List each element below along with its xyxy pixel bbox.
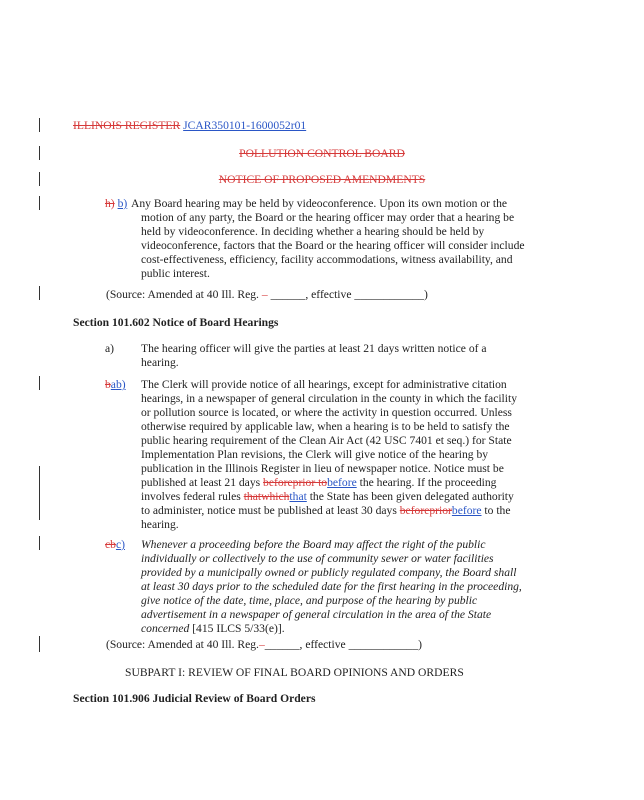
inserted-text: that xyxy=(289,490,307,503)
para-h-line-5: public interest. xyxy=(141,267,210,280)
text-run: published at least 21 days xyxy=(141,476,264,489)
text-run: the State has been given delegated authority xyxy=(306,490,514,503)
change-bar xyxy=(39,286,40,300)
change-bar xyxy=(39,118,40,132)
para-b-line: hearings, in a newspaper of general circulation in the county in which the facility xyxy=(141,392,518,405)
change-bar xyxy=(39,376,40,390)
text-run: to the xyxy=(481,504,511,517)
para-b-line: hearing. xyxy=(141,518,179,531)
source-blank: ____________ xyxy=(348,638,419,651)
source-note xyxy=(106,288,428,302)
source-close: ) xyxy=(423,288,428,301)
para-c-line: provided by a municipally owned or publicly regulated company, the Board shall xyxy=(141,566,517,579)
change-bar xyxy=(39,636,40,652)
letter-struck: cb xyxy=(105,538,116,551)
para-b-line xyxy=(141,504,517,518)
deleted-text: beforeprior to xyxy=(263,476,328,489)
change-bar xyxy=(39,196,40,210)
deleted-text: beforeprior xyxy=(399,504,452,517)
source-prefix: (Source: Amended at 40 Ill. Reg. xyxy=(106,288,259,301)
register-struck: ILLINOIS REGISTER xyxy=(73,119,181,132)
para-b-line: Implementation Plan revisions, the Clerk will give notice of the hearing by xyxy=(141,448,489,461)
text-run: to administer, notice must be published at least 30 days xyxy=(141,504,400,517)
para-h-line-1: motion of any party, the Board or the hearing officer may order that a hearing be xyxy=(141,211,515,224)
para-b-line: otherwise required by applicable law, when a hearing is to be held to satisfy the xyxy=(141,420,510,433)
text-run: involves federal rules xyxy=(141,490,244,503)
para-c-line: give notice of the date, time, place, and purpose of the hearing by public xyxy=(141,594,478,607)
letter-suffix: ) xyxy=(121,538,125,551)
para-c-line: individually or collectively to the use of community sewer or water facilities xyxy=(141,552,494,565)
source-dash: – xyxy=(261,288,268,301)
board-title: POLLUTION CONTROL BOARD xyxy=(239,147,405,160)
inserted-text: before xyxy=(327,476,357,489)
para-b-line: public hearing requirement of the Clean Air Act (42 USC 7401 et seq.) for State xyxy=(141,434,512,447)
source-blank: ____________ xyxy=(354,288,424,301)
source-effective: , effective xyxy=(299,638,346,651)
para-c-line: advertisement in a newspaper of general circulation in the area of the State xyxy=(141,608,492,621)
letter-new: c xyxy=(115,538,122,551)
para-h-line-4: cost-effectiveness, efficiency, facility accommodations, witness availability, and xyxy=(141,253,513,266)
para-b-line: The Clerk will provide notice of all hearings, except for administrative citation xyxy=(141,378,507,391)
para-h-letter xyxy=(105,197,127,211)
para-h-line-3: videoconference, factors that the Board or the hearing officer will consider include xyxy=(141,239,525,252)
para-a-line-1: hearing. xyxy=(141,356,179,369)
para-b-line: or pollution source is located, or where the activity in question occurred. Unless xyxy=(141,406,512,419)
deleted-text: thatwhich xyxy=(243,490,290,503)
notice-title: NOTICE OF PROPOSED AMENDMENTS xyxy=(218,173,426,186)
source-blank: ______ xyxy=(270,288,306,301)
text-run: the hearing. If the proceeding xyxy=(356,476,497,489)
register-header xyxy=(73,119,306,133)
register-id: JCAR350101-1600052r01 xyxy=(183,119,307,132)
section-title: Section 101.906 Judicial Review of Board Orders xyxy=(73,692,316,705)
source-dash: – xyxy=(258,638,265,651)
source-blank: ______ xyxy=(264,638,300,651)
source-prefix: (Source: Amended at 40 Ill. Reg. xyxy=(106,638,259,651)
citation: [415 ILCS 5/33(e)]. xyxy=(189,622,285,635)
para-a-line-0: The hearing officer will give the parties at least 21 days written notice of a xyxy=(141,342,487,355)
change-bar xyxy=(39,536,40,550)
letter-struck: h) xyxy=(105,197,115,210)
inserted-text: before xyxy=(451,504,482,517)
change-bar xyxy=(39,466,40,520)
letter-struck: b xyxy=(105,378,111,391)
para-a-letter: a) xyxy=(105,342,115,355)
letter-suffix: b) xyxy=(115,378,126,391)
para-c-line xyxy=(141,622,517,636)
para-c-letter xyxy=(105,538,125,552)
source-close: ) xyxy=(418,638,423,651)
para-c-line: Whenever a proceeding before the Board may affect the right of the public xyxy=(141,538,486,551)
para-b-letter xyxy=(105,378,126,392)
para-h-line-0: Any Board hearing may be held by videoconference. Upon its own motion or the xyxy=(131,197,508,210)
para-b-line xyxy=(141,476,517,490)
para-b-line xyxy=(141,490,517,504)
letter-new: b) xyxy=(117,197,128,210)
letter-new: a xyxy=(110,378,116,391)
section-title: Section 101.602 Notice of Board Hearings xyxy=(73,316,279,329)
source-effective: , effective xyxy=(305,288,352,301)
para-c-line: at least 30 days prior to the scheduled date for the first hearing in the proceeding, xyxy=(141,580,522,593)
subpart-title: SUBPART I: REVIEW OF FINAL BOARD OPINIONS AND ORDERS xyxy=(125,666,464,679)
text-run: concerned xyxy=(141,622,190,635)
para-h-line-2: held by videoconference. In deciding whether a hearing should be held by xyxy=(141,225,485,238)
source-note xyxy=(106,638,422,652)
para-b-line: publication in the Illinois Register in lieu of newspaper notice. Notice must be xyxy=(141,462,504,475)
